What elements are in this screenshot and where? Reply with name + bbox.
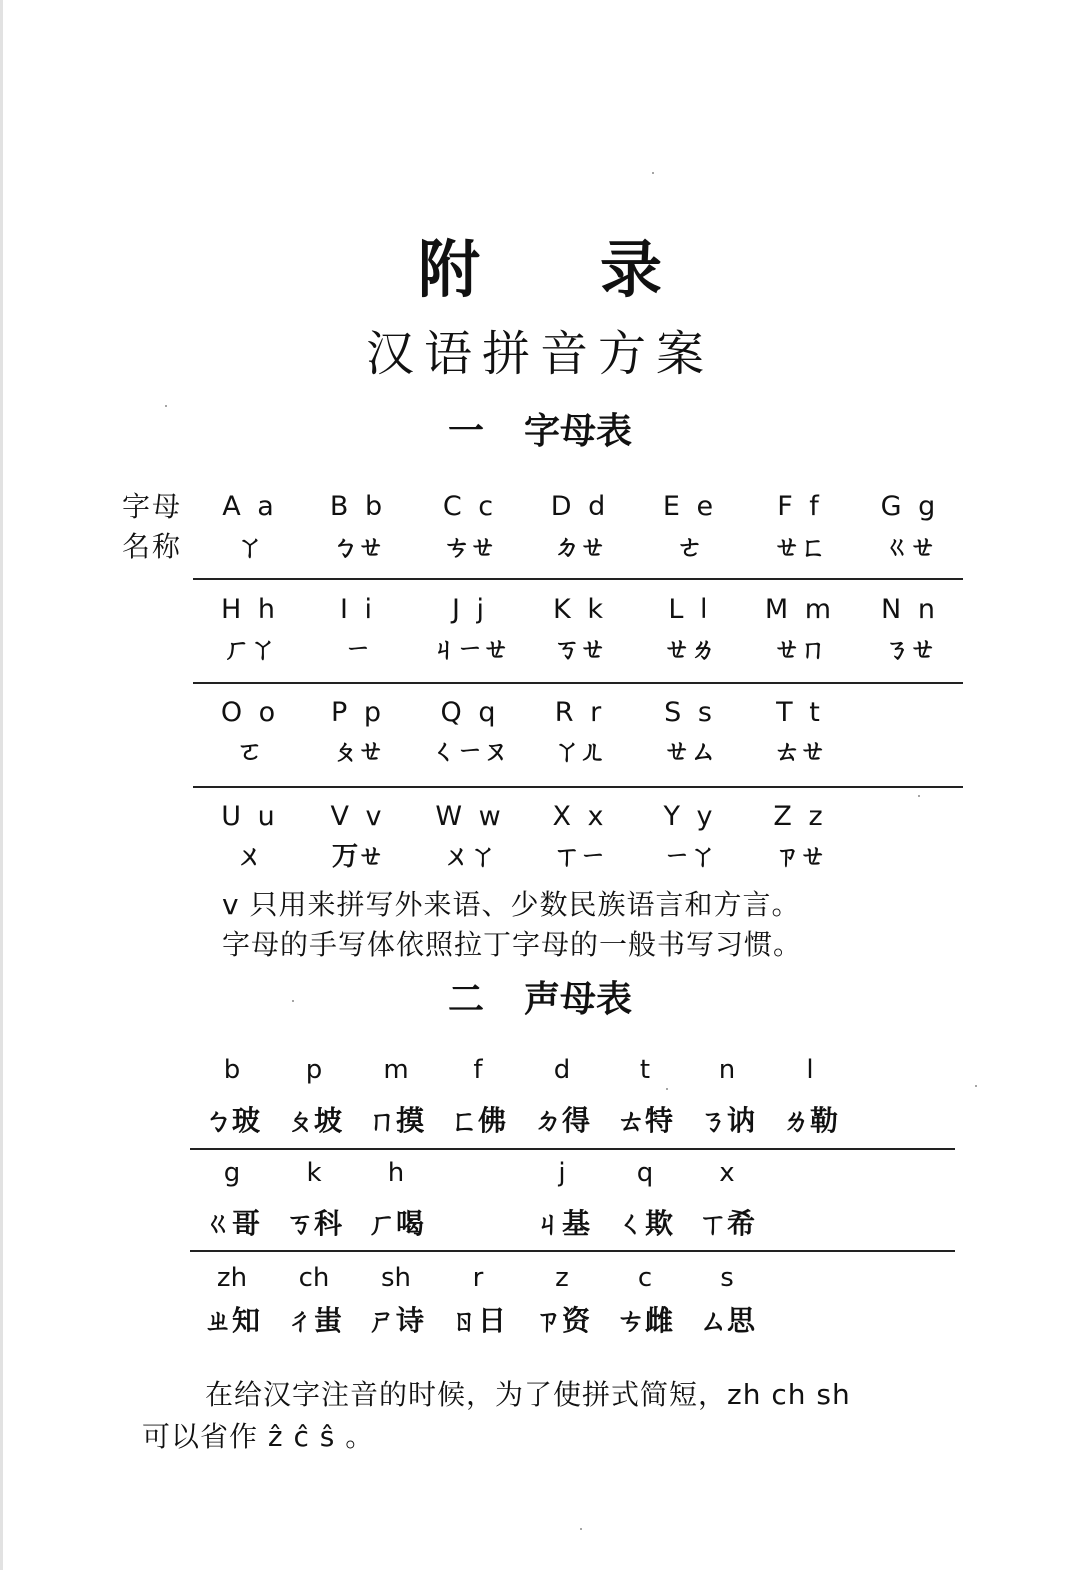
- alphabet-letter: D d: [550, 491, 610, 522]
- initial-letter: z: [555, 1263, 569, 1293]
- initial-zhuyin-example: ㄐ基: [533, 1207, 590, 1240]
- alphabet-letter-name: ㄜ: [676, 533, 703, 563]
- alphabet-letter-name: ㄝㄙ: [663, 737, 716, 767]
- initial-letter: s: [720, 1263, 734, 1293]
- initials-footnote-line-2: 可以省作 ẑ ĉ ŝ 。: [142, 1420, 375, 1453]
- table-rule: [193, 786, 963, 788]
- section-title: 声母表: [524, 979, 633, 1020]
- initial-zhuyin-example: ㄒ希: [698, 1207, 755, 1240]
- alphabet-letter: I i: [339, 594, 377, 625]
- initial-letter: p: [305, 1055, 323, 1085]
- initial-letter: ch: [298, 1263, 330, 1293]
- alphabet-letter-name: ㄧㄚ: [663, 842, 716, 872]
- alphabet-letter-name: ㄨㄚ: [443, 842, 496, 872]
- alphabet-letter: X x: [552, 801, 608, 832]
- alphabet-letter-name: ㄝㄇ: [773, 635, 826, 665]
- alphabet-letter-name: ㄚ: [236, 533, 263, 563]
- alphabet-letter-name: ㄛ: [236, 737, 263, 767]
- scan-speck: [918, 795, 920, 797]
- alphabet-letter-name: ㄒㄧ: [553, 842, 606, 872]
- initial-letter: j: [558, 1158, 566, 1188]
- alphabet-letter: P p: [330, 697, 385, 728]
- initial-zhuyin-example: ㄆ坡: [285, 1104, 342, 1137]
- alphabet-letter-name: ㄨ: [236, 842, 263, 872]
- title-char-2: 录: [600, 233, 663, 306]
- initial-letter: sh: [380, 1263, 412, 1293]
- initial-letter: g: [223, 1158, 241, 1188]
- alphabet-letter: T t: [776, 697, 824, 728]
- alphabet-letter: G g: [880, 491, 940, 522]
- initial-letter: c: [637, 1263, 653, 1293]
- section-heading-alphabet: [0, 408, 1080, 456]
- table-rule: [193, 682, 963, 684]
- alphabet-letter: W w: [435, 801, 505, 832]
- alphabet-letter-name: ㄧ: [344, 635, 371, 665]
- initial-zhuyin-example: ㄌ勒: [781, 1104, 838, 1137]
- alphabet-letter: E e: [662, 491, 718, 522]
- alphabet-letter: R r: [554, 697, 606, 728]
- initial-zhuyin-example: ㄏ喝: [367, 1207, 424, 1240]
- alphabet-letter: K k: [553, 594, 607, 625]
- alphabet-letter-name: ㄝㄌ: [663, 635, 716, 665]
- alphabet-letter-name: ㄚㄦ: [553, 737, 606, 767]
- scan-speck: [580, 1528, 582, 1530]
- alphabet-letter-name: ㄪㄝ: [331, 842, 384, 872]
- alphabet-letter-name: ㄉㄝ: [553, 533, 606, 563]
- initial-zhuyin-example: ㄓ知: [203, 1304, 260, 1337]
- alphabet-letter: Y y: [663, 801, 717, 832]
- alphabet-letter: U u: [221, 801, 279, 832]
- row-label-name: 名称: [122, 530, 183, 563]
- initial-letter: r: [472, 1263, 484, 1293]
- alphabet-letter: O o: [220, 697, 280, 728]
- table-rule: [190, 1148, 955, 1150]
- title-char-1: 附: [417, 233, 480, 306]
- row-label-letter: 字母: [122, 490, 183, 523]
- alphabet-letter: F f: [777, 491, 823, 522]
- initial-letter: f: [473, 1055, 483, 1085]
- initial-letter: x: [719, 1158, 735, 1188]
- alphabet-letter-name: ㄆㄝ: [331, 737, 384, 767]
- alphabet-letter-name: ㄊㄝ: [773, 737, 826, 767]
- initial-zhuyin-example: ㄖ日: [449, 1304, 506, 1337]
- alphabet-letter: S s: [664, 697, 716, 728]
- initial-zhuyin-example: ㄋ讷: [698, 1104, 755, 1137]
- initial-letter: q: [636, 1158, 654, 1188]
- initial-letter: m: [383, 1055, 409, 1085]
- alphabet-letter: N n: [881, 594, 939, 625]
- alphabet-letter-name: ㄐㄧㄝ: [430, 635, 509, 665]
- page-title: [0, 230, 1080, 310]
- scan-speck: [666, 1088, 668, 1090]
- initial-zhuyin-example: ㄔ蚩: [285, 1304, 342, 1337]
- alphabet-letter: Q q: [440, 697, 500, 728]
- initial-zhuyin-example: ㄅ玻: [203, 1104, 260, 1137]
- alphabet-letter: C c: [442, 491, 498, 522]
- alphabet-letter: Z z: [773, 801, 827, 832]
- section-number: 二: [447, 979, 484, 1020]
- alphabet-letter-name: ㄝㄈ: [773, 533, 826, 563]
- alphabet-letter: A a: [222, 491, 278, 522]
- alphabet-letter-name: ㄑㄧㄡ: [430, 737, 509, 767]
- alphabet-letter: B b: [329, 491, 387, 522]
- alphabet-letter-name: ㄎㄝ: [553, 635, 606, 665]
- initial-zhuyin-example: ㄈ佛: [449, 1104, 506, 1137]
- alphabet-letter-name: ㄗㄝ: [773, 842, 826, 872]
- alphabet-letter-name: ㄅㄝ: [331, 533, 384, 563]
- alphabet-letter-name: ㄏㄚ: [223, 635, 276, 665]
- initial-zhuyin-example: ㄑ欺: [616, 1207, 673, 1240]
- initial-zhuyin-example: ㄘ雌: [616, 1304, 673, 1337]
- initial-zhuyin-example: ㄇ摸: [367, 1104, 424, 1137]
- initial-zhuyin-example: ㄗ资: [533, 1304, 590, 1337]
- initials-footnote-line-1: 在给汉字注音的时候，为了使拼式简短，zh ch sh: [205, 1378, 851, 1411]
- scan-speck: [292, 1000, 294, 1002]
- scan-speck: [652, 172, 654, 174]
- alphabet-letter: V v: [330, 801, 386, 832]
- table-rule: [190, 1250, 955, 1252]
- initial-letter: d: [553, 1055, 571, 1085]
- initial-letter: n: [718, 1055, 736, 1085]
- alphabet-letter: J j: [451, 594, 489, 625]
- initial-zhuyin-example: ㄕ诗: [367, 1304, 424, 1337]
- page-subtitle: 汉语拼音方案: [365, 326, 714, 382]
- section-number: 一: [447, 411, 484, 452]
- alphabet-letter: M m: [764, 594, 836, 625]
- initial-letter: l: [806, 1055, 814, 1085]
- initial-letter: h: [387, 1158, 405, 1188]
- scan-speck: [165, 405, 167, 407]
- initial-zhuyin-example: ㄉ得: [533, 1104, 590, 1137]
- section-title: 字母表: [524, 411, 633, 452]
- initial-zhuyin-example: ㄎ科: [285, 1207, 342, 1240]
- alphabet-letter: L l: [668, 594, 712, 625]
- section-heading-initials: [0, 976, 1080, 1024]
- table-rule: [193, 578, 963, 580]
- initial-zhuyin-example: ㄊ特: [616, 1104, 673, 1137]
- alphabet-letter: H h: [221, 594, 279, 625]
- alphabet-letter-name: ㄍㄝ: [883, 533, 936, 563]
- alphabet-letter-name: ㄘㄝ: [443, 533, 496, 563]
- initial-letter: zh: [216, 1263, 248, 1293]
- alphabet-note-v: v 只用来拼写外来语、少数民族语言和方言。: [222, 888, 801, 921]
- initial-letter: b: [223, 1055, 241, 1085]
- scan-speck: [975, 1085, 977, 1087]
- alphabet-note-handwriting: 字母的手写体依照拉丁字母的一般书写习惯。: [222, 928, 803, 961]
- initial-zhuyin-example: ㄍ哥: [203, 1207, 260, 1240]
- initial-zhuyin-example: ㄙ思: [698, 1304, 755, 1337]
- initial-letter: t: [639, 1055, 651, 1085]
- initial-letter: k: [306, 1158, 322, 1188]
- alphabet-letter-name: ㄋㄝ: [883, 635, 936, 665]
